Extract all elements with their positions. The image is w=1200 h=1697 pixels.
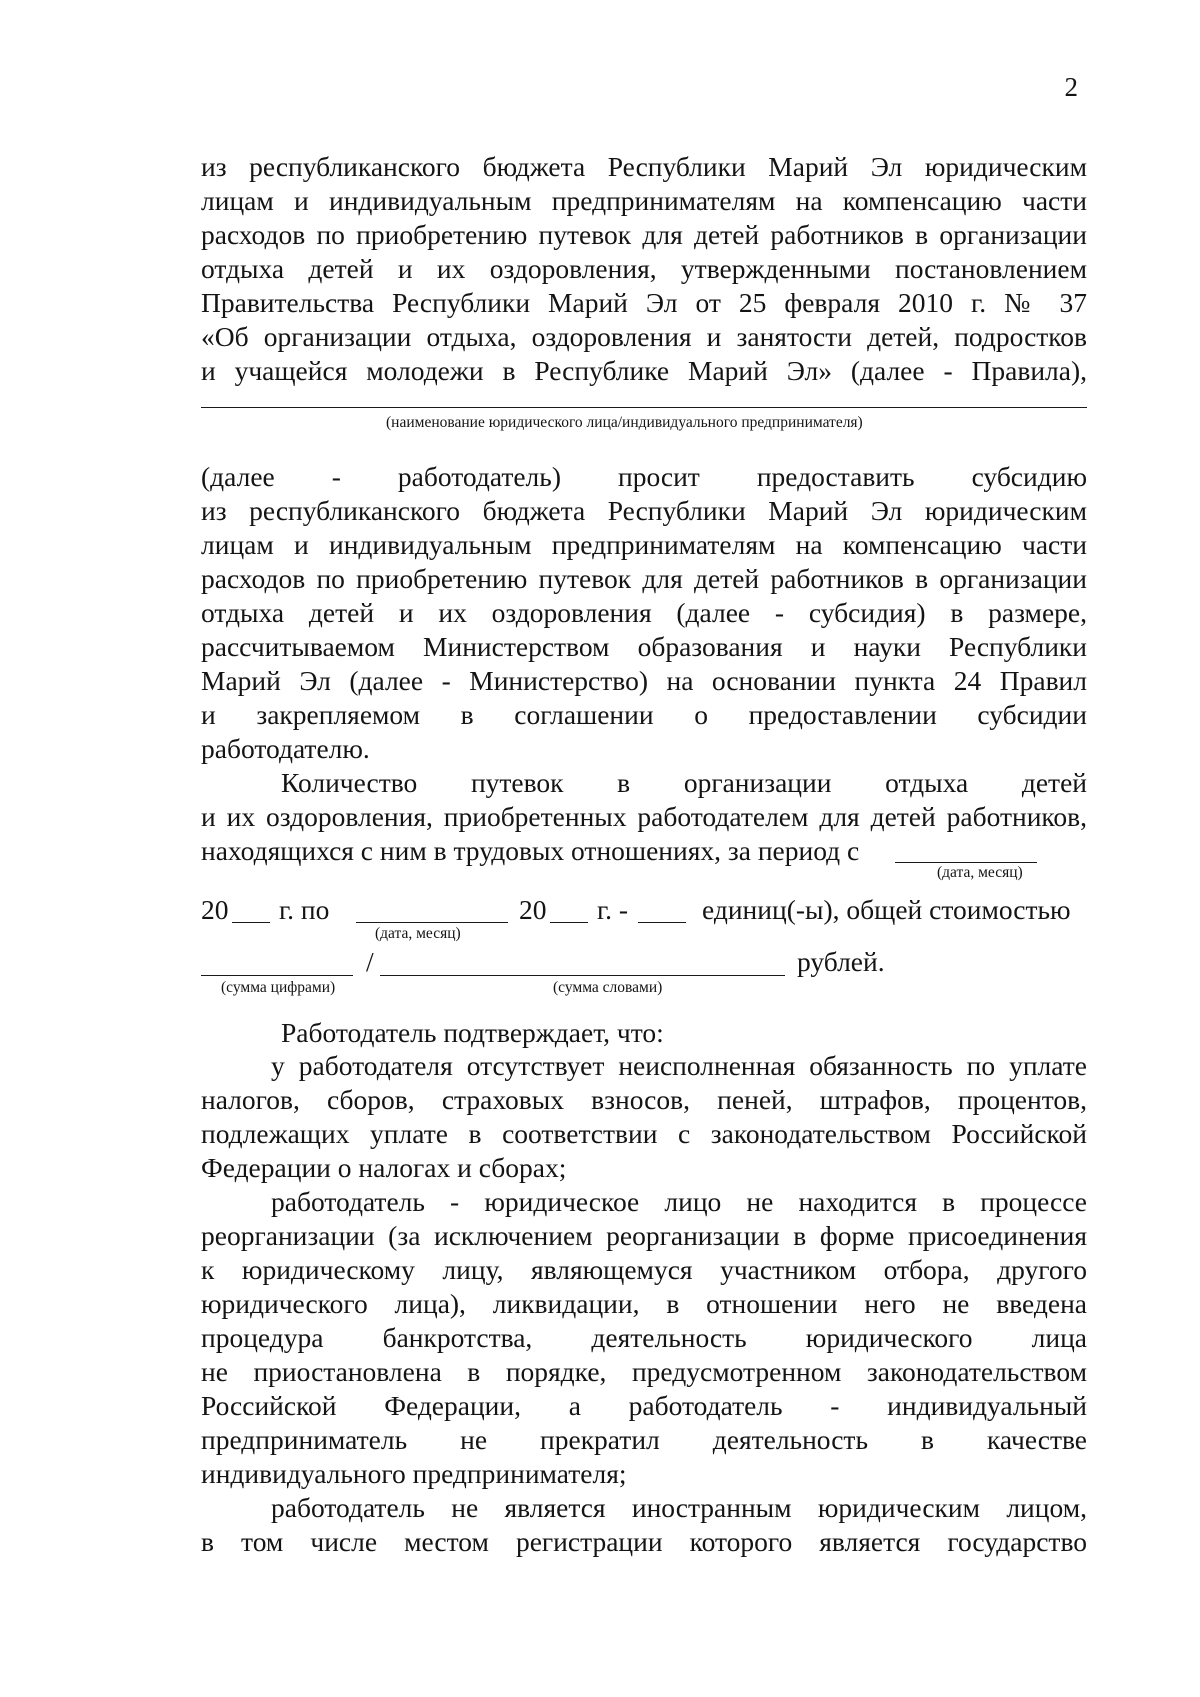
units-text: единиц(-ы), общей стоимостью: [702, 894, 1071, 925]
text-line: к юридическому лицу, являющемуся участником отбора, другого: [201, 1254, 1087, 1285]
sum-digits-underline: [201, 975, 353, 976]
text-line: (далее - работодатель) просит предоставить субсидию: [201, 461, 1087, 492]
text-line: отдыха детей и их оздоровления (далее - субсидия) в размере,: [201, 597, 1087, 628]
text-line: «Об организации отдыха, оздоровления и занятости детей, подростков: [201, 321, 1087, 352]
sum-digits-caption: (сумма цифрами): [221, 979, 336, 996]
date-to-caption: (дата, месяц): [375, 925, 461, 942]
text-line: из республиканского бюджета Республики Марий Эл юридическим: [201, 495, 1087, 526]
units-underline: [638, 922, 686, 923]
date-to-underline: [356, 922, 508, 923]
date-from-underline: [895, 862, 1037, 863]
confirm-heading: Работодатель подтверждает, что:: [281, 1017, 664, 1048]
sum-rubles: рублей.: [797, 946, 885, 977]
text-line: подлежащих уплате в соответствии с законодательством Российской: [201, 1118, 1087, 1149]
text-line: лицам и индивидуальным предпринимателям на компенсацию части: [201, 185, 1087, 216]
text-line: Федерации о налогах и сборах;: [201, 1152, 567, 1183]
text-line: юридического лица), ликвидации, в отношении него не введена: [201, 1288, 1087, 1319]
text-line: расходов по приобретению путевок для детей работников в организации: [201, 219, 1087, 250]
text-line: расходов по приобретению путевок для детей работников в организации: [201, 563, 1087, 594]
text-line: реорганизации (за исключением реорганизации в форме присоединения: [201, 1220, 1087, 1251]
entity-name-underline: [201, 407, 1087, 408]
period-g-po: г. по: [279, 894, 330, 925]
text-line: и учащейся молодежи в Республике Марий Эл» (далее - Правила),: [201, 355, 1087, 386]
year-to-underline: [550, 922, 588, 923]
year-prefix-from: 20: [201, 894, 229, 925]
text-line: Марий Эл (далее - Министерство) на основании пункта 24 Правил: [201, 665, 1087, 696]
text-line: в том числе местом регистрации которого является государство: [201, 1526, 1087, 1557]
text-line: предприниматель не прекратил деятельность в качестве: [201, 1424, 1087, 1455]
text-line: налогов, сборов, страховых взносов, пеней, штрафов, процентов,: [201, 1084, 1087, 1115]
text-line: работодателю.: [201, 733, 370, 764]
date-from-caption: (дата, месяц): [937, 864, 1023, 881]
page-number: 2: [1064, 72, 1078, 102]
period-g-dash: г. -: [597, 894, 629, 925]
sum-slash: /: [366, 946, 374, 977]
year-from-underline: [232, 922, 270, 923]
text-line: Количество путевок в организации отдыха детей: [281, 767, 1087, 798]
text-line: Правительства Республики Марий Эл от 25 февраля 2010 г. № 37: [201, 287, 1087, 318]
text-line: из республиканского бюджета Республики Марий Эл юридическим: [201, 151, 1087, 182]
entity-name-caption: (наименование юридического лица/индивидуального предпринимателя): [386, 414, 863, 431]
text-line: рассчитываемом Министерством образования и науки Республики: [201, 631, 1087, 662]
text-line: у работодателя отсутствует неисполненная обязанность по уплате: [271, 1050, 1087, 1081]
sum-words-underline: [380, 975, 785, 976]
text-line: работодатель - юридическое лицо не находится в процессе: [271, 1186, 1087, 1217]
text-line: и закрепляемом в соглашении о предоставлении субсидии: [201, 699, 1087, 730]
text-line: работодатель не является иностранным юридическим лицом,: [271, 1492, 1087, 1523]
sum-words-caption: (сумма словами): [553, 979, 663, 996]
text-line: лицам и индивидуальным предпринимателям на компенсацию части: [201, 529, 1087, 560]
year-prefix-to: 20: [519, 894, 547, 925]
text-line: не приостановлена в порядке, предусмотренном законодательством: [201, 1356, 1087, 1387]
text-line: находящихся с ним в трудовых отношениях, за период с: [201, 835, 860, 866]
text-line: Российской Федерации, а работодатель - индивидуальный: [201, 1390, 1087, 1421]
text-line: индивидуального предпринимателя;: [201, 1458, 627, 1489]
text-line: отдыха детей и их оздоровления, утвержденными постановлением: [201, 253, 1087, 284]
text-line: и их оздоровления, приобретенных работодателем для детей работников,: [201, 801, 1087, 832]
text-line: процедура банкротства, деятельность юридического лица: [201, 1322, 1087, 1353]
